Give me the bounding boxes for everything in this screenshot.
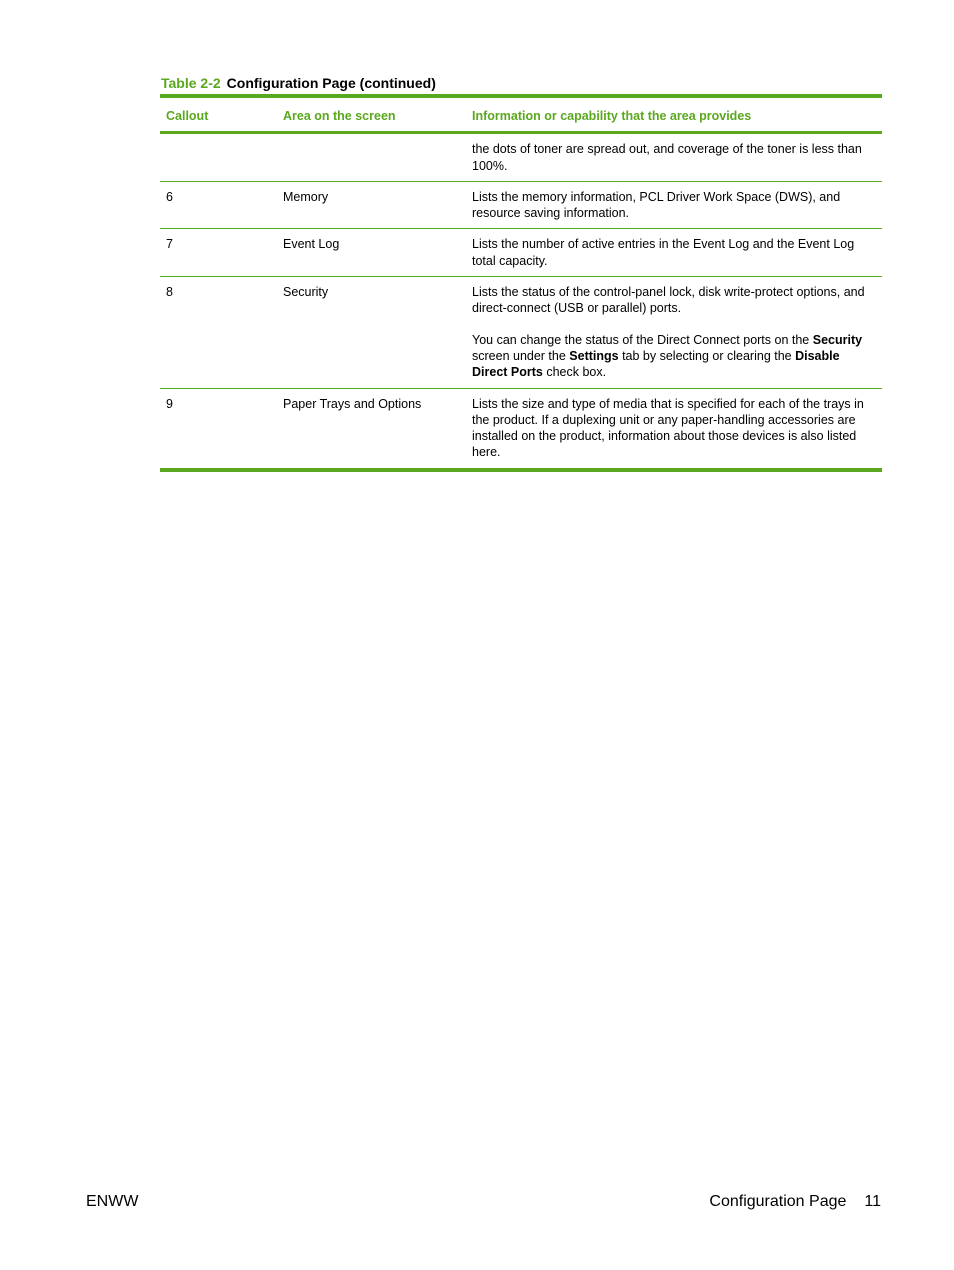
footer-right	[709, 1193, 881, 1211]
note-text: screen under the	[472, 348, 570, 363]
footer-left-label: ENWW	[86, 1193, 139, 1210]
info-cell: Lists the size and type of media that is specified for each of the trays in the product. If a duplexing unit or any paper-handling accessories are installed on the product, information about those devices is also listed here.	[472, 396, 864, 460]
page-number: 11	[864, 1193, 881, 1210]
note-bold-settings: Settings	[569, 348, 619, 363]
area-cell: Paper Trays and Options	[283, 396, 422, 411]
table-row	[160, 134, 882, 182]
note-text: check box.	[542, 365, 607, 380]
table-row	[160, 277, 882, 388]
callout-cell: 6	[166, 189, 173, 204]
area-cell: Event Log	[283, 237, 340, 252]
info-cell	[466, 277, 882, 387]
note-text: tab by selecting or clearing the	[618, 348, 796, 363]
note-bold-disable-direct-ports: Disable Direct Ports	[472, 348, 840, 380]
table-bottom-rule	[160, 468, 882, 472]
info-cell: Lists the number of active entries in the Event Log and the Event Log total capacity.	[472, 237, 855, 268]
table-caption	[161, 75, 436, 91]
table-title: Configuration Page (continued)	[226, 75, 436, 91]
table-number: Table 2-2	[161, 75, 221, 91]
header-info: Information or capability that the area provides	[472, 109, 752, 123]
callout-cell: 9	[166, 396, 173, 411]
info-paragraph-security-note	[472, 332, 878, 381]
info-cell: the dots of toner are spread out, and coverage of the toner is less than 100%.	[472, 142, 862, 173]
callout-cell: 7	[166, 237, 173, 252]
area-cell: Memory	[283, 189, 329, 204]
callout-cell: 8	[166, 285, 173, 300]
info-paragraph: Lists the status of the control-panel lock, disk write-protect options, and direct-connect (USB or parallel) ports.	[472, 285, 865, 316]
callout-cell	[160, 134, 277, 181]
table-row	[160, 389, 882, 468]
table-header-row	[160, 98, 882, 131]
note-text: You can change the status of the Direct Connect ports on the	[472, 332, 813, 347]
info-cell: Lists the memory information, PCL Driver Work Space (DWS), and resource saving information.	[472, 189, 841, 221]
table-row	[160, 182, 882, 230]
table-row	[160, 229, 882, 277]
area-cell: Security	[283, 285, 329, 300]
header-callout: Callout	[166, 109, 209, 123]
header-area: Area on the screen	[283, 109, 396, 123]
note-bold-security: Security	[812, 332, 863, 347]
footer-section-title: Configuration Page	[709, 1193, 847, 1210]
area-cell	[277, 134, 466, 181]
configuration-table	[160, 94, 882, 472]
